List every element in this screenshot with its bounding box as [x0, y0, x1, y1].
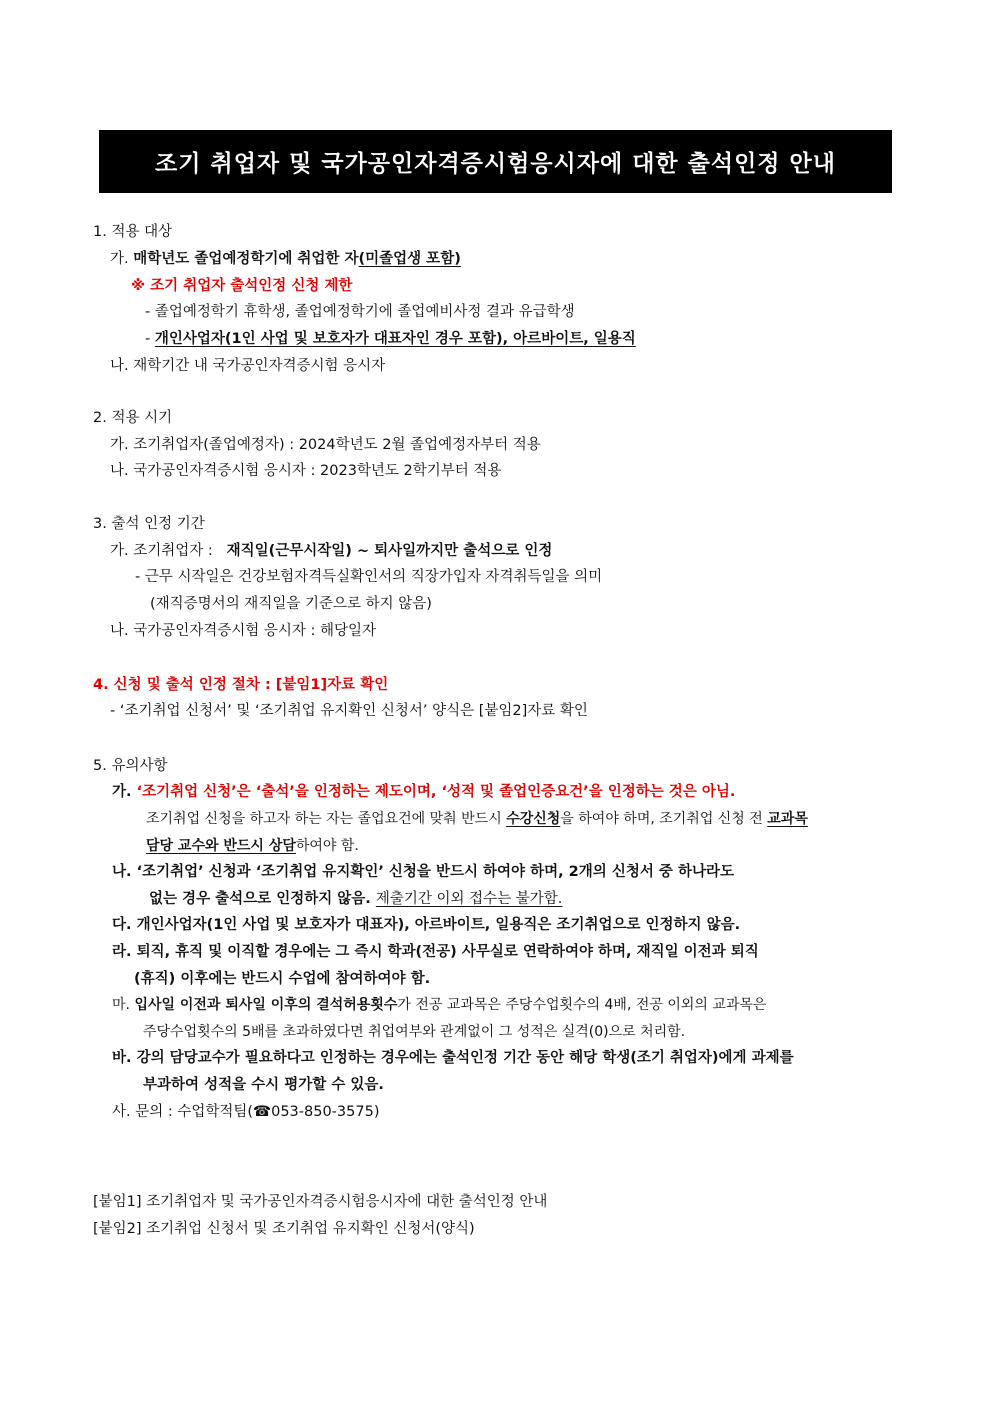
- title-banner: [99, 130, 892, 193]
- section-2-heading: 2. 적용 시기: [93, 410, 173, 426]
- s5-ga-l2-a: 조기취업 신청을 하고자 하는 자는 졸업요건에 맞춰 반드시: [146, 811, 507, 827]
- s5-ma-prefix: 마.: [112, 997, 135, 1013]
- s3-sub-1: - 근무 시작일은 건강보험자격득실확인서의 직장가입자 자격취득일을 의미: [135, 569, 603, 585]
- s5-ga-l2-ul: 수강신청: [506, 811, 561, 827]
- s5-na-l2-ul: 제출기간 이외 접수는 불가함.: [375, 891, 563, 907]
- s3-ga-prefix: 가. 조기취업자 :: [110, 543, 218, 559]
- s5-ga-red: ‘조기취업 신청’은 ‘출석’을 인정하는 제도이며, ‘성적 및 졸업인증요건’을 인정하는 것은 아님.: [136, 784, 736, 800]
- s5-item-ra: 라. 퇴직, 휴직 및 이직할 경우에는 그 즉시 학과(전공) 사무실로 연락하여야 하며, 재직일 이전과 퇴직: [112, 944, 759, 960]
- s5-ga-l3-ul: 담당 교수와 반드시 상담: [146, 838, 296, 854]
- s1-restriction-item-2: [145, 329, 636, 349]
- section-4-heading: 4. 신청 및 출석 인정 절차 : [붙임1]자료 확인: [93, 677, 389, 693]
- attachment-1: [붙임1] 조기취업자 및 국가공인자격증시험응시자에 대한 출석인정 안내: [93, 1194, 548, 1210]
- s5-item-ba: 바. 강의 담당교수가 필요하다고 인정하는 경우에는 출석인정 기간 동안 해당 학생(조기 취업자)에게 과제를: [112, 1050, 794, 1066]
- s1-restriction-item-2-text: 개인사업자(1인 사업 및 보호자가 대표자인 경우 포함), 아르바이트, 일용직: [154, 331, 636, 347]
- s1-restriction-item-2-prefix: -: [145, 331, 155, 347]
- s3-ga-bold: 재직일(근무시작일) ~ 퇴사일까지만 출석으로 인정: [226, 543, 553, 559]
- s5-item-da: 다. 개인사업자(1인 사업 및 보호자가 대표자), 아르바이트, 일용직은 조기취업으로 인정하지 않음.: [112, 917, 741, 933]
- s5-ma-rest: 가 전공 교과목은 주당수업횟수의 4배, 전공 이외의 교과목은: [397, 997, 767, 1013]
- section-3-heading: 3. 출석 인정 기간: [93, 516, 205, 532]
- s5-ga-prefix: 가.: [112, 784, 137, 800]
- s1-ga-underlined: (미졸업생 포함): [358, 251, 461, 267]
- s5-ba-line-2: 부과하여 성적을 수시 평가할 수 있음.: [143, 1077, 384, 1093]
- s1-item-ga: [110, 249, 461, 269]
- s5-ma-bold: 입사일 이전과 퇴사일 이후의 결석허용횟수: [134, 997, 398, 1013]
- s5-ma-line-2: 주당수업횟수의 5배를 초과하였다면 취업여부와 관계없이 그 성적은 실격(0)으로 처리함.: [143, 1024, 686, 1040]
- s5-ga-l2-b: 을 하여야 하며, 조기취업 신청 전: [560, 811, 768, 827]
- s2-item-na: 나. 국가공인자격증시험 응시자 : 2023학년도 2학기부터 적용: [110, 463, 502, 479]
- s5-item-ga: [112, 782, 735, 802]
- s1-ga-bold: 매학년도 졸업예정학기에 취업한 자: [133, 251, 359, 267]
- attachment-2: [붙임2] 조기취업 신청서 및 조기취업 유지확인 신청서(양식): [93, 1221, 475, 1237]
- s2-item-ga: 가. 조기취업자(졸업예정자) : 2024학년도 2월 졸업예정자부터 적용: [110, 437, 541, 453]
- s5-ga-line-2: [146, 809, 808, 829]
- section-1-heading: 1. 적용 대상: [93, 224, 173, 240]
- s1-restriction-note: ※ 조기 취업자 출석인정 신청 제한: [131, 278, 353, 294]
- s3-sub-2: (재직증명서의 재직일을 기준으로 하지 않음): [150, 596, 432, 612]
- s5-item-ma: [112, 995, 766, 1015]
- s1-restriction-item-1: - 졸업예정학기 휴학생, 졸업예정학기에 졸업예비사정 결과 유급학생: [145, 304, 575, 320]
- s1-item-na: 나. 재학기간 내 국가공인자격증시험 응시자: [110, 358, 386, 374]
- section-5-heading: 5. 유의사항: [93, 758, 168, 774]
- s5-ra-line-2: (휴직) 이후에는 반드시 수업에 참여하여야 함.: [134, 971, 431, 987]
- page-title: 조기 취업자 및 국가공인자격증시험응시자에 대한 출석인정 안내: [155, 151, 836, 177]
- s3-item-na: 나. 국가공인자격증시험 응시자 : 해당일자: [110, 623, 377, 639]
- s5-ga-l2-ul2: 교과목: [767, 811, 808, 827]
- s4-sub: - ‘조기취업 신청서’ 및 ‘조기취업 유지확인 신청서’ 양식은 [붙임2]자료 확인: [110, 703, 588, 719]
- s5-na-line-2: [149, 889, 562, 909]
- s5-ga-l3-b: 하여야 함.: [295, 838, 359, 854]
- s5-na-l2-bold: 없는 경우 출석으로 인정하지 않음.: [149, 891, 376, 907]
- s5-item-na: 나. ‘조기취업’ 신청과 ‘조기취업 유지확인’ 신청을 반드시 하여야 하며, 2개의 신청서 중 하나라도: [112, 864, 734, 880]
- s5-item-sa: 사. 문의 : 수업학적팀(☎053-850-3575): [112, 1104, 380, 1120]
- s1-ga-prefix: 가.: [110, 251, 134, 267]
- s3-item-ga: [110, 541, 552, 561]
- s5-ga-line-3: [146, 836, 359, 856]
